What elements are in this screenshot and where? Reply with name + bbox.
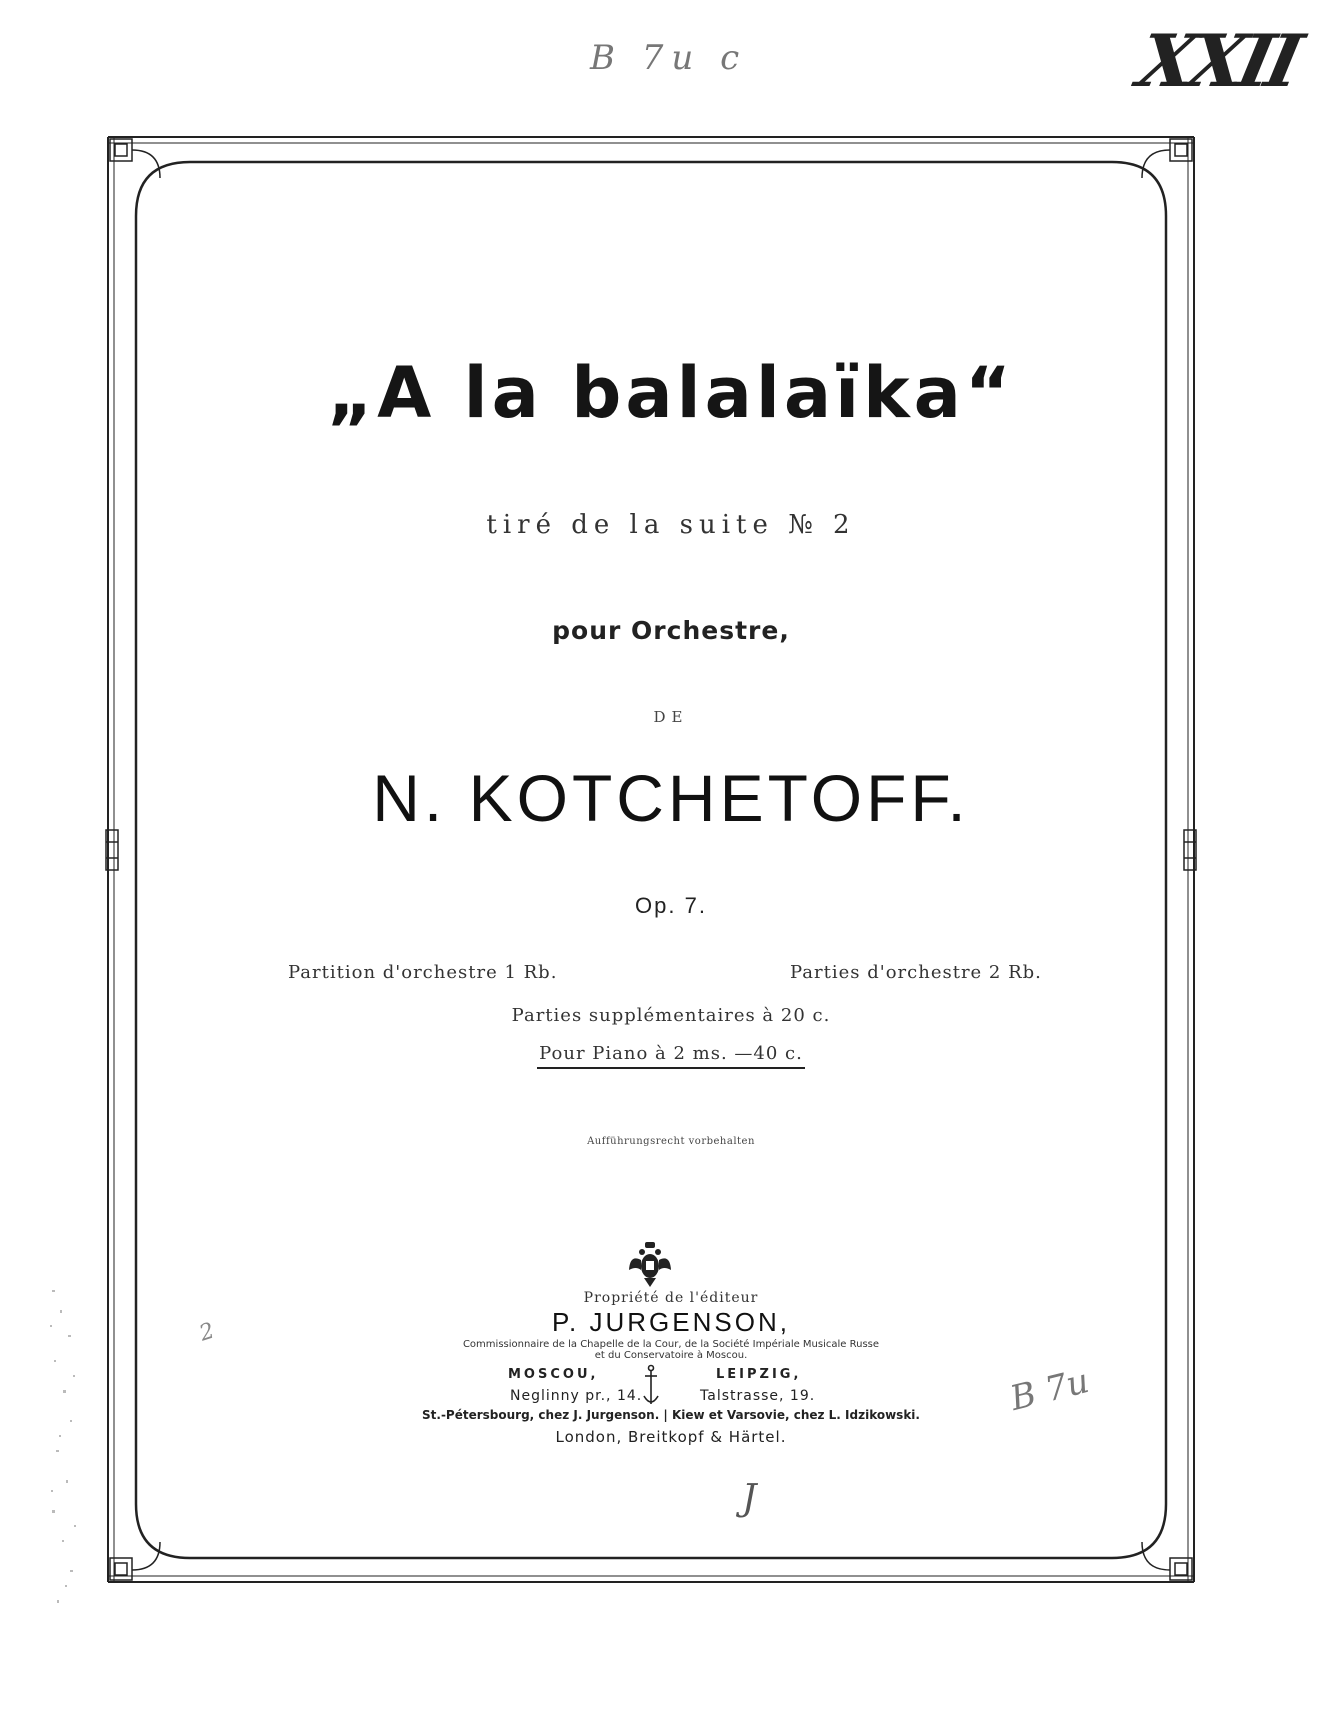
opus-number: Op. 7. (635, 893, 707, 918)
handwritten-mark-bottom: J (742, 1478, 757, 1519)
address-moscow: Neglinny pr., 14. (510, 1388, 643, 1404)
publisher-commission-line-2: et du Conservatoire à Moscou. (594, 1350, 748, 1361)
publisher-commission-line-1: Commissionnaire de la Chapelle de la Cour, de la Société Impériale Musicale Russe (462, 1339, 880, 1350)
price-supplementary: Parties supplémentaires à 20 c. (511, 1005, 831, 1026)
city-leipzig: LEIPZIG, (716, 1367, 802, 1382)
instrumentation: pour Orchestre, (552, 616, 790, 645)
price-parts: Parties d'orchestre 2 Rb. (790, 962, 1042, 983)
page-title: „A la balalaïka“ (327, 352, 1015, 434)
anchor-icon (642, 1364, 660, 1408)
handwritten-note-top: B 7u c (590, 38, 748, 78)
by-label: DE (653, 708, 689, 726)
publisher-property-line: Propriété de l'éditeur (583, 1290, 759, 1306)
subtitle: tiré de la suite № 2 (486, 510, 856, 540)
imperial-eagle-icon (628, 1240, 672, 1288)
handwritten-catalog-number: XXII (1130, 18, 1305, 103)
city-moscow: MOSCOU, (508, 1367, 599, 1382)
scan-artifact (48, 1280, 78, 1630)
performance-rights-notice: Aufführungsrecht vorbehalten (587, 1136, 755, 1147)
handwritten-mark-right: B 7u (1006, 1360, 1093, 1420)
publisher-branches: St.-Pétersbourg, chez J. Jurgenson. | Kiew et Varsovie, chez L. Idzikowski. (422, 1408, 920, 1422)
price-piano-line (0, 1043, 1342, 1069)
handwritten-mark-left: 2 (196, 1318, 218, 1347)
publisher-london: London, Breitkopf & Härtel. (555, 1428, 787, 1446)
price-piano: Pour Piano à 2 ms. —40 c. (537, 1043, 805, 1069)
composer-name: N. KOTCHETOFF. (372, 761, 970, 835)
price-score: Partition d'orchestre 1 Rb. (288, 962, 558, 983)
address-leipzig: Talstrasse, 19. (700, 1388, 816, 1404)
publisher-name: P. JURGENSON, (552, 1307, 790, 1337)
